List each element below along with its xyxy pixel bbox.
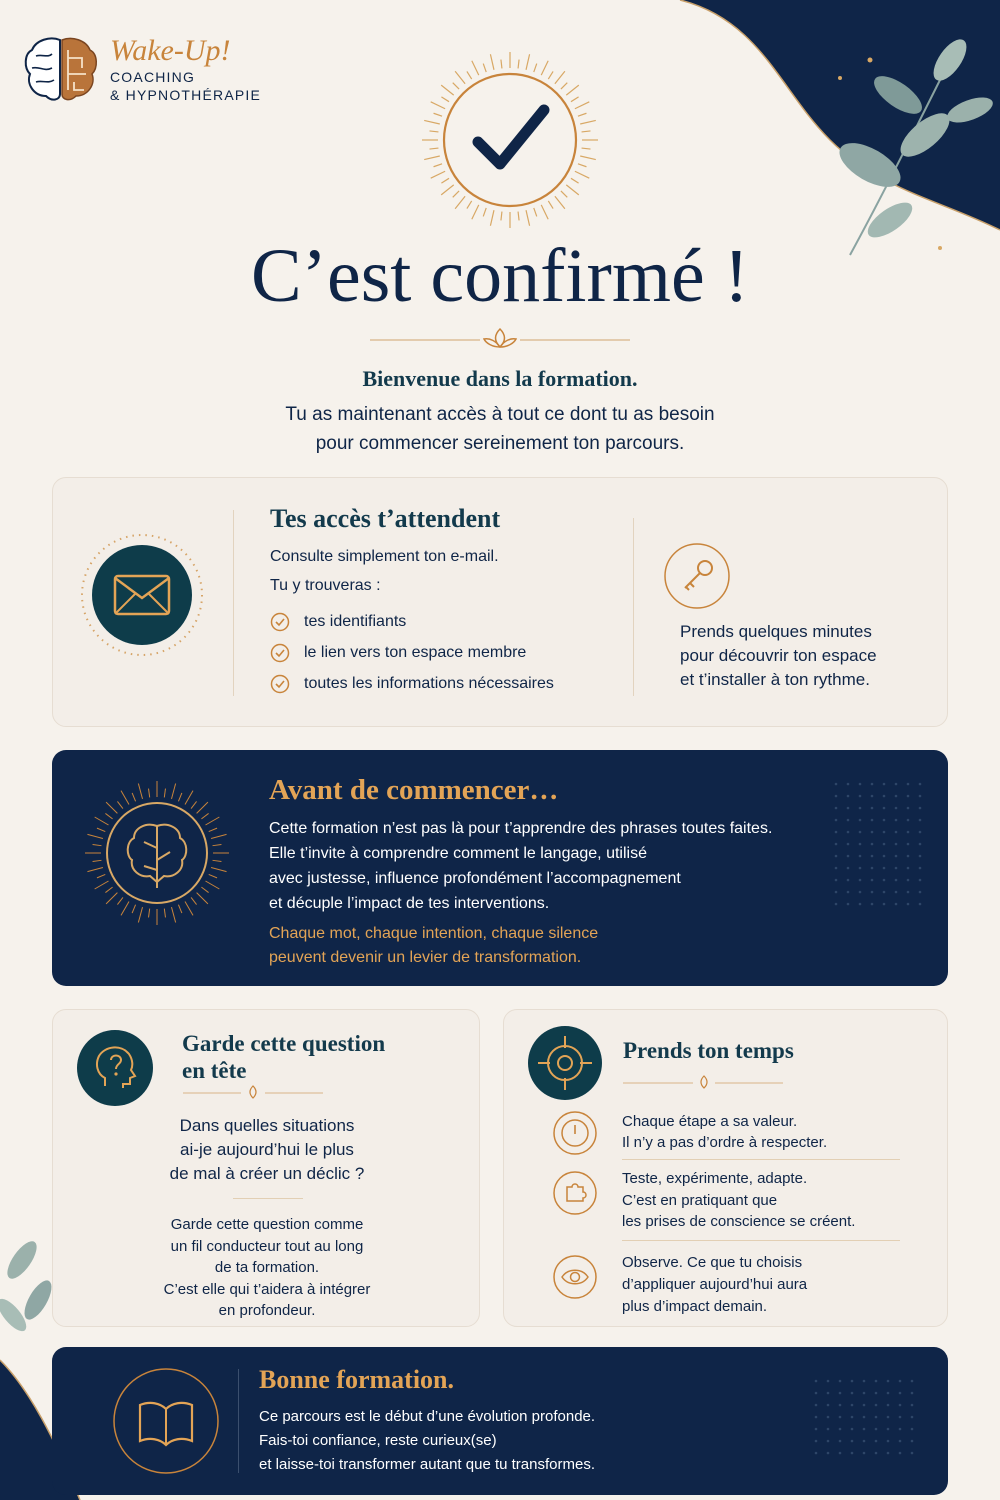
question-card bbox=[52, 1009, 480, 1327]
before-card bbox=[52, 750, 948, 986]
eye-icon bbox=[552, 1254, 598, 1300]
dot-pattern bbox=[832, 780, 932, 920]
before-highlight: Chaque mot, chaque intention, chaque silence peuvent devenir un levier de transformation. bbox=[269, 925, 599, 966]
check-circle-icon bbox=[270, 643, 290, 663]
time-card bbox=[503, 1009, 948, 1327]
question-note: Garde cette question comme un fil conducteur tout au long de ta formation. C’est elle qui t’aidera à intégrer en profondeur. bbox=[163, 1216, 371, 1319]
time-item: Observe. Ce que tu choisis d’appliquer aujourd’hui aura plus d’impact demain. bbox=[622, 1254, 808, 1315]
list-item: le lien vers ton espace membre bbox=[270, 637, 554, 668]
brand-tagline-2: & HYPNOTHÉRAPIE bbox=[110, 87, 262, 103]
time-item: Chaque étape a sa valeur. Il n’y a pas d’ordre à respecter. bbox=[622, 1113, 828, 1151]
time-title: Prends ton temps bbox=[623, 1038, 794, 1063]
brand-logo[interactable] bbox=[22, 34, 261, 106]
access-line-1: Consulte simplement ton e-mail. bbox=[270, 548, 499, 565]
book-icon bbox=[110, 1365, 222, 1477]
ornament-divider bbox=[623, 1074, 783, 1092]
target-icon bbox=[526, 1024, 604, 1102]
clock-icon bbox=[552, 1110, 598, 1156]
ornament-divider bbox=[370, 325, 630, 355]
envelope-icon bbox=[77, 530, 207, 660]
welcome-heading: Bienvenue dans la formation. bbox=[362, 366, 638, 391]
access-card bbox=[52, 477, 948, 727]
closing-body: Ce parcours est le début d’une évolution profonde. Fais-toi confiance, reste curieux(se) et laisse-toi transformer autant que tu transformes. bbox=[259, 1408, 596, 1473]
access-line-2: Tu y trouveras : bbox=[270, 577, 381, 594]
brain-logo-icon bbox=[22, 34, 100, 106]
brand-tagline-1: COACHING bbox=[110, 69, 196, 85]
head-question-icon bbox=[75, 1028, 155, 1108]
brand-name: Wake-Up! bbox=[110, 34, 231, 67]
puzzle-icon bbox=[552, 1170, 598, 1216]
list-item: tes identifiants bbox=[270, 606, 554, 637]
access-title: Tes accès t’attendent bbox=[270, 504, 501, 533]
question-title: Garde cette question en tête bbox=[182, 1031, 386, 1083]
page-title: C’est confirmé ! bbox=[250, 234, 750, 318]
list-item: toutes les informations nécessaires bbox=[270, 668, 554, 699]
intro-text: Tu as maintenant accès à tout ce dont tu as besoin pour commencer sereinement ton parcours. bbox=[285, 404, 715, 454]
closing-title: Bonne formation. bbox=[259, 1365, 454, 1394]
time-item: Teste, expérimente, adapte. C’est en pratiquant que les prises de conscience se créent. bbox=[622, 1170, 856, 1230]
check-circle-icon bbox=[270, 612, 290, 632]
before-title: Avant de commencer… bbox=[269, 774, 559, 806]
access-side-text: Prends quelques minutes pour découvrir ton espace et t’installer à ton rythme. bbox=[680, 622, 877, 689]
check-icon bbox=[420, 50, 600, 230]
dot-pattern bbox=[812, 1377, 922, 1467]
ornament-divider bbox=[183, 1084, 323, 1102]
access-list bbox=[270, 606, 554, 699]
brain-icon bbox=[82, 778, 232, 928]
key-icon bbox=[663, 542, 731, 610]
check-circle-icon bbox=[270, 674, 290, 694]
closing-card bbox=[52, 1347, 948, 1495]
before-body: Cette formation n’est pas là pour t’apprendre des phrases toutes faites. Elle t’invite à comprendre comment le langage, utilisé avec justesse, influence profondément l’accompagnement et décuple l’impact de tes interventions. bbox=[269, 820, 773, 912]
question-text: Dans quelles situations ai-je aujourd’hui le plus de mal à créer un déclic ? bbox=[169, 1116, 365, 1183]
